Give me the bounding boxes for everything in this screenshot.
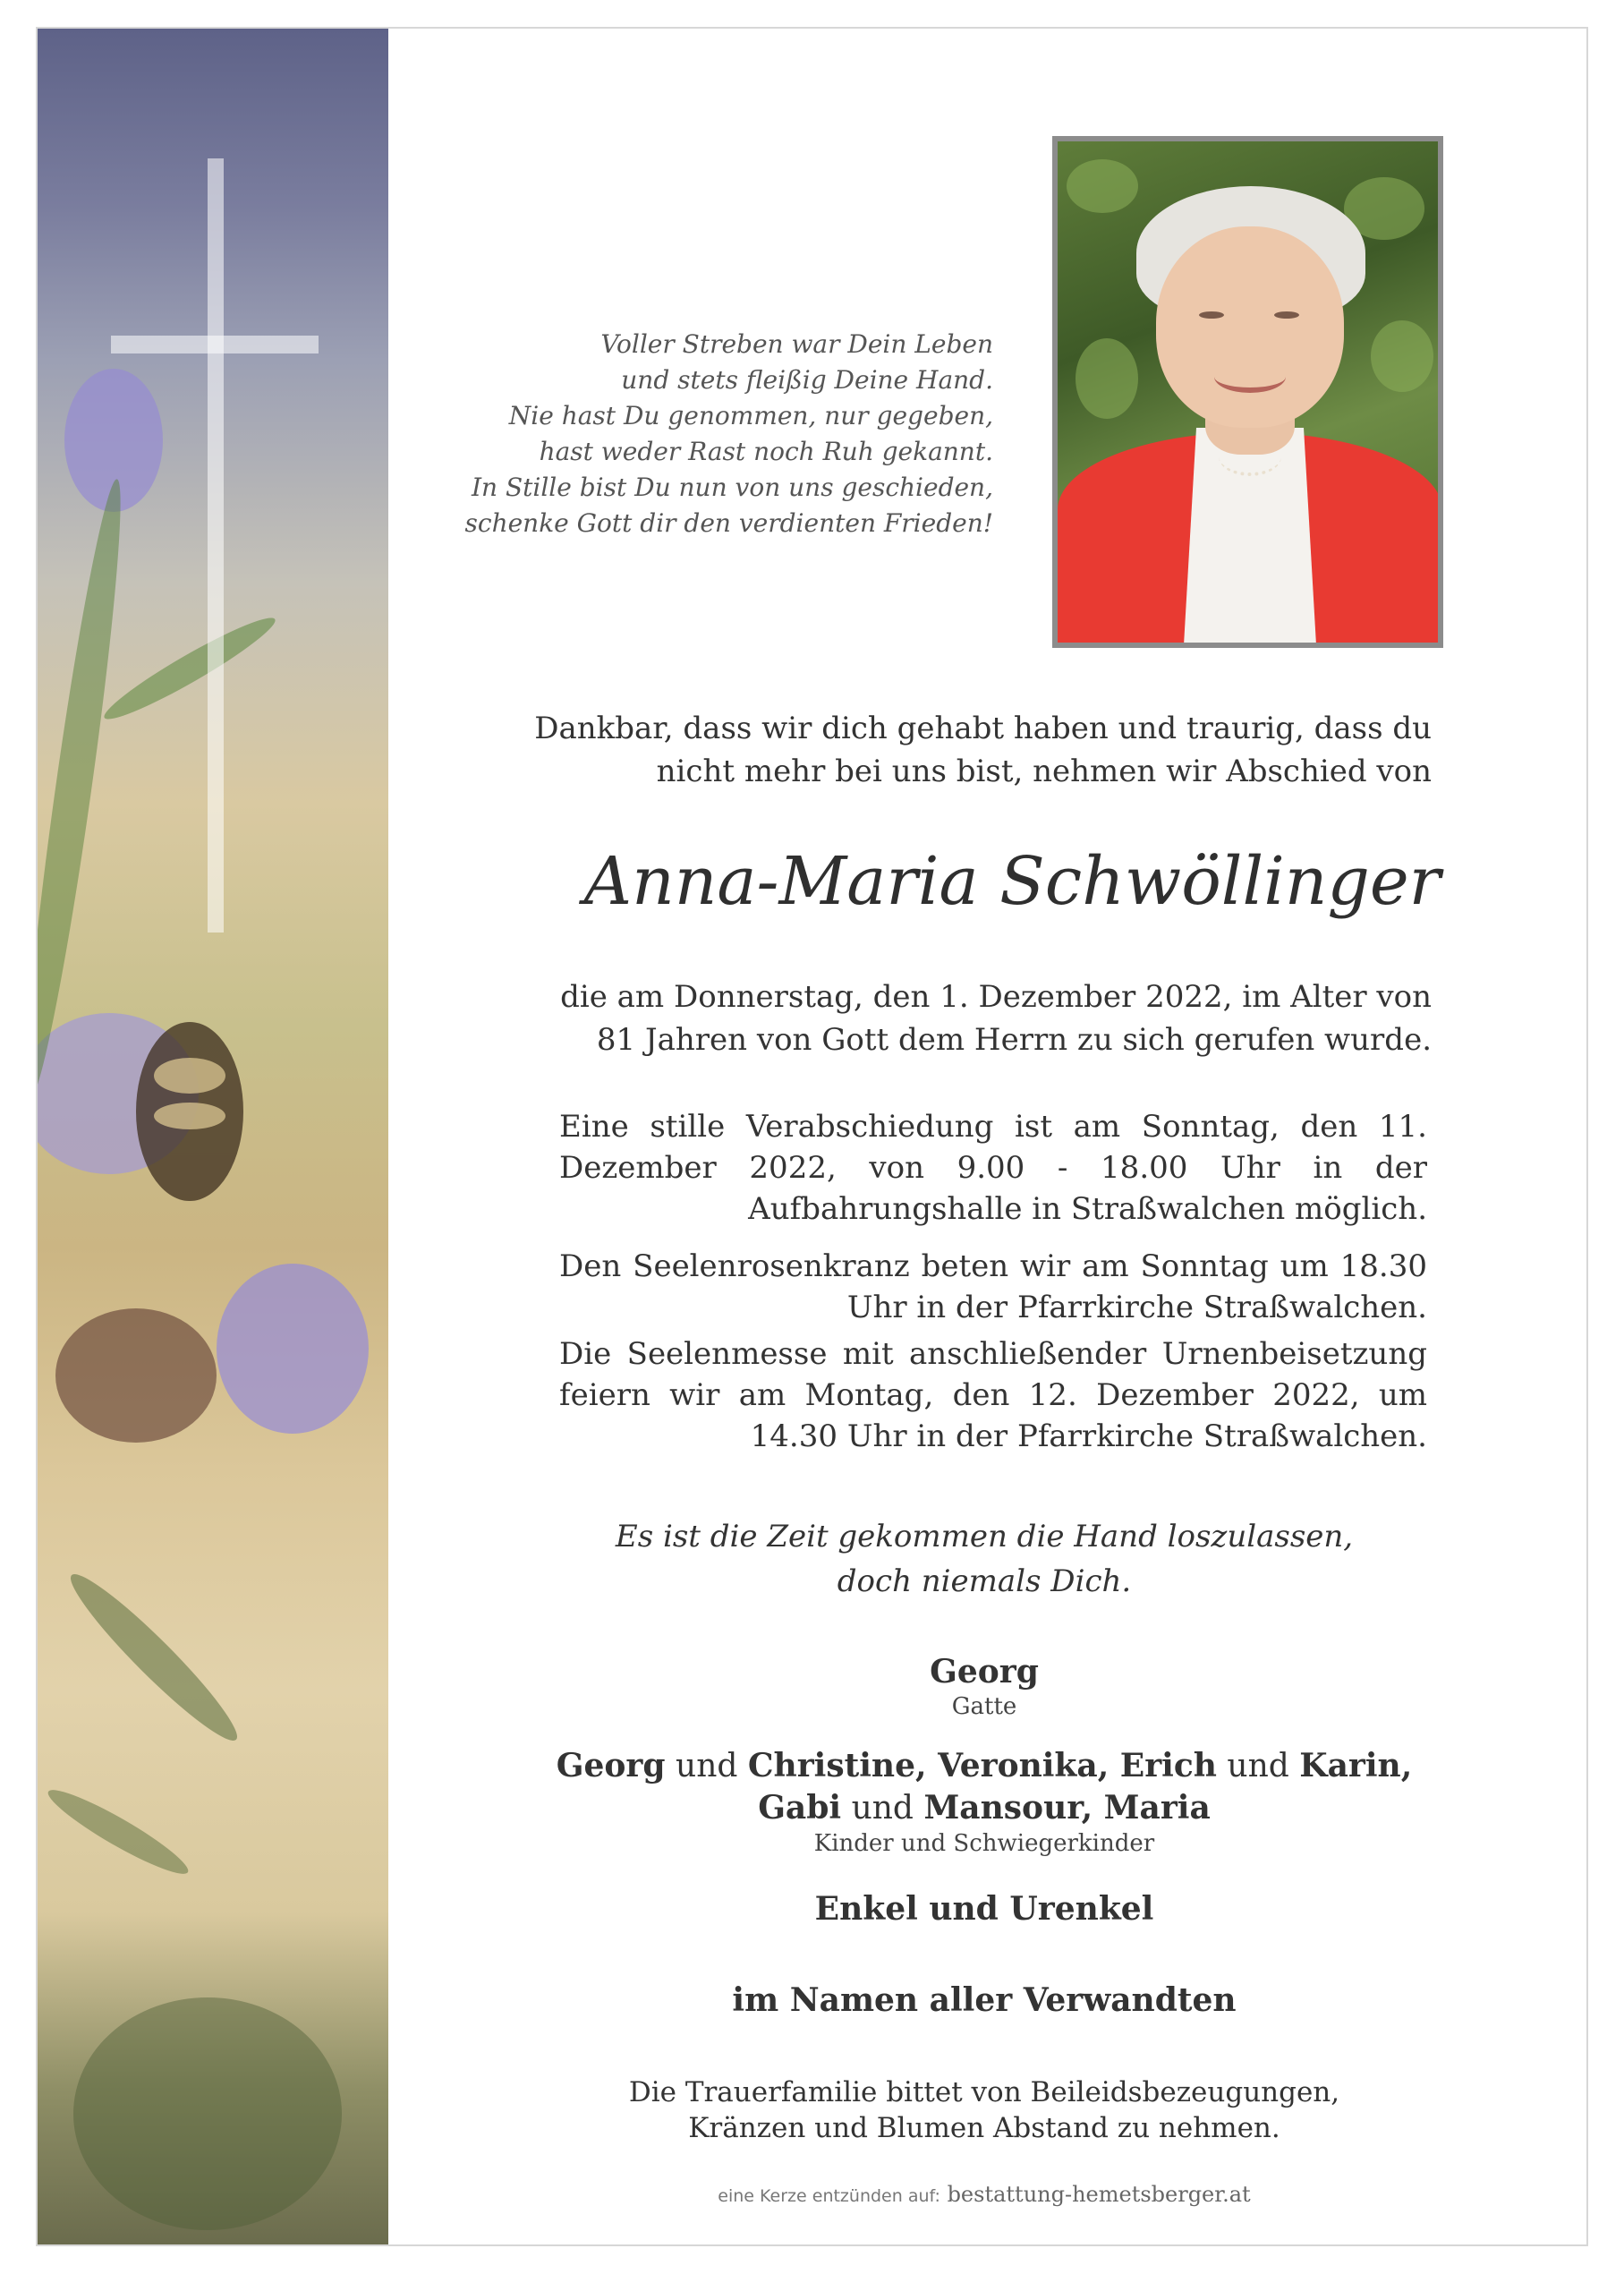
footer: [510, 2182, 1458, 2207]
farewell-line: Aufbahrungshalle in Straßwalchen möglich.: [748, 1191, 1427, 1227]
child-name: Gabi: [758, 1789, 842, 1827]
deceased-name: Anna-Maria Schwöllinger: [583, 843, 1441, 920]
spouse-name: Georg: [930, 1653, 1039, 1691]
child-name: Karin,: [1299, 1747, 1413, 1784]
child-name: Mansour, Maria: [923, 1789, 1211, 1827]
request-line: Die Trauerfamilie bittet von Beileidsbezeugungen,: [628, 2076, 1340, 2108]
conjunction: und: [1227, 1748, 1289, 1784]
child-name: Christine, Veronika, Erich: [747, 1747, 1217, 1784]
poem-line: Nie hast Du genommen, nur gegeben,: [508, 401, 993, 430]
poem-line: schenke Gott dir den verdienten Frieden!: [464, 508, 993, 538]
mass-line: Die Seelenmesse mit anschließender Urnenbeisetzung: [559, 1336, 1427, 1372]
children-block: [510, 1745, 1458, 1858]
spouse-block: [510, 1651, 1458, 1721]
grandchildren: Enkel und Urenkel: [814, 1890, 1154, 1928]
website-link[interactable]: bestattung-hemetsberger.at: [947, 2182, 1251, 2207]
rosary-line: Den Seelenrosenkranz beten wir am Sonntag um: [559, 1248, 1329, 1284]
footer-prefix: eine Kerze entzünden auf:: [718, 2186, 940, 2206]
relatives: im Namen aller Verwandten: [732, 1981, 1237, 2019]
poem-line: und stets fleißig Deine Hand.: [621, 365, 993, 395]
spouse-role: Gatte: [951, 1693, 1017, 1720]
farewell-line: 11. Dezember 2022, von 9.00 - 18.00 Uhr in der: [559, 1109, 1427, 1186]
child-name: Georg: [556, 1747, 666, 1784]
death-notice-line: die am Donnerstag, den 1. Dezember 2022, im Alter von: [560, 979, 1432, 1015]
quote-line: Es ist die Zeit gekommen die Hand loszulassen,: [615, 1519, 1354, 1554]
intro-line: Dankbar, dass wir dich gehabt haben und traurig, dass du: [534, 711, 1432, 746]
conjunction: und: [676, 1748, 738, 1784]
mass-paragraph: [559, 1333, 1427, 1457]
quote-line: doch niemals Dich.: [837, 1563, 1132, 1599]
poem-line: Voller Streben war Dein Leben: [600, 329, 993, 359]
children-role: Kinder und Schwiegerkinder: [813, 1830, 1155, 1857]
farewell-line: Eine stille Verabschiedung ist am Sonntag, den: [559, 1109, 1358, 1145]
closing-quote: [510, 1514, 1458, 1604]
mass-line: feiern wir am Montag, den 12. Dezember 2022,: [559, 1377, 1360, 1413]
intro-line: nicht mehr bei uns bist, nehmen wir Abschied von: [656, 754, 1432, 789]
rosary-line: 18.30 Uhr in der Pfarrkirche Straßwalchen.: [846, 1248, 1427, 1325]
farewell-paragraph: [559, 1106, 1427, 1230]
poem-line: In Stille bist Du nun von uns geschieden,: [471, 473, 993, 502]
rosary-paragraph: [559, 1246, 1427, 1328]
portrait-photo: [1052, 136, 1443, 648]
cross-horizontal: [111, 336, 319, 353]
poem: [421, 327, 993, 541]
family-request: [510, 2074, 1458, 2146]
cross-vertical: [208, 158, 224, 933]
death-notice-line: 81 Jahren von Gott dem Herrn zu sich gerufen wurde.: [596, 1022, 1432, 1058]
mass-line: um 14.30 Uhr in der Pfarrkirche Straßwalchen.: [750, 1377, 1427, 1454]
decorative-flower-image: [38, 29, 388, 2244]
intro-text: [510, 707, 1432, 793]
poem-line: hast weder Rast noch Ruh gekannt.: [539, 437, 993, 466]
conjunction: und: [851, 1790, 914, 1827]
death-notice: [510, 975, 1432, 1061]
request-line: Kränzen und Blumen Abstand zu nehmen.: [688, 2112, 1280, 2144]
